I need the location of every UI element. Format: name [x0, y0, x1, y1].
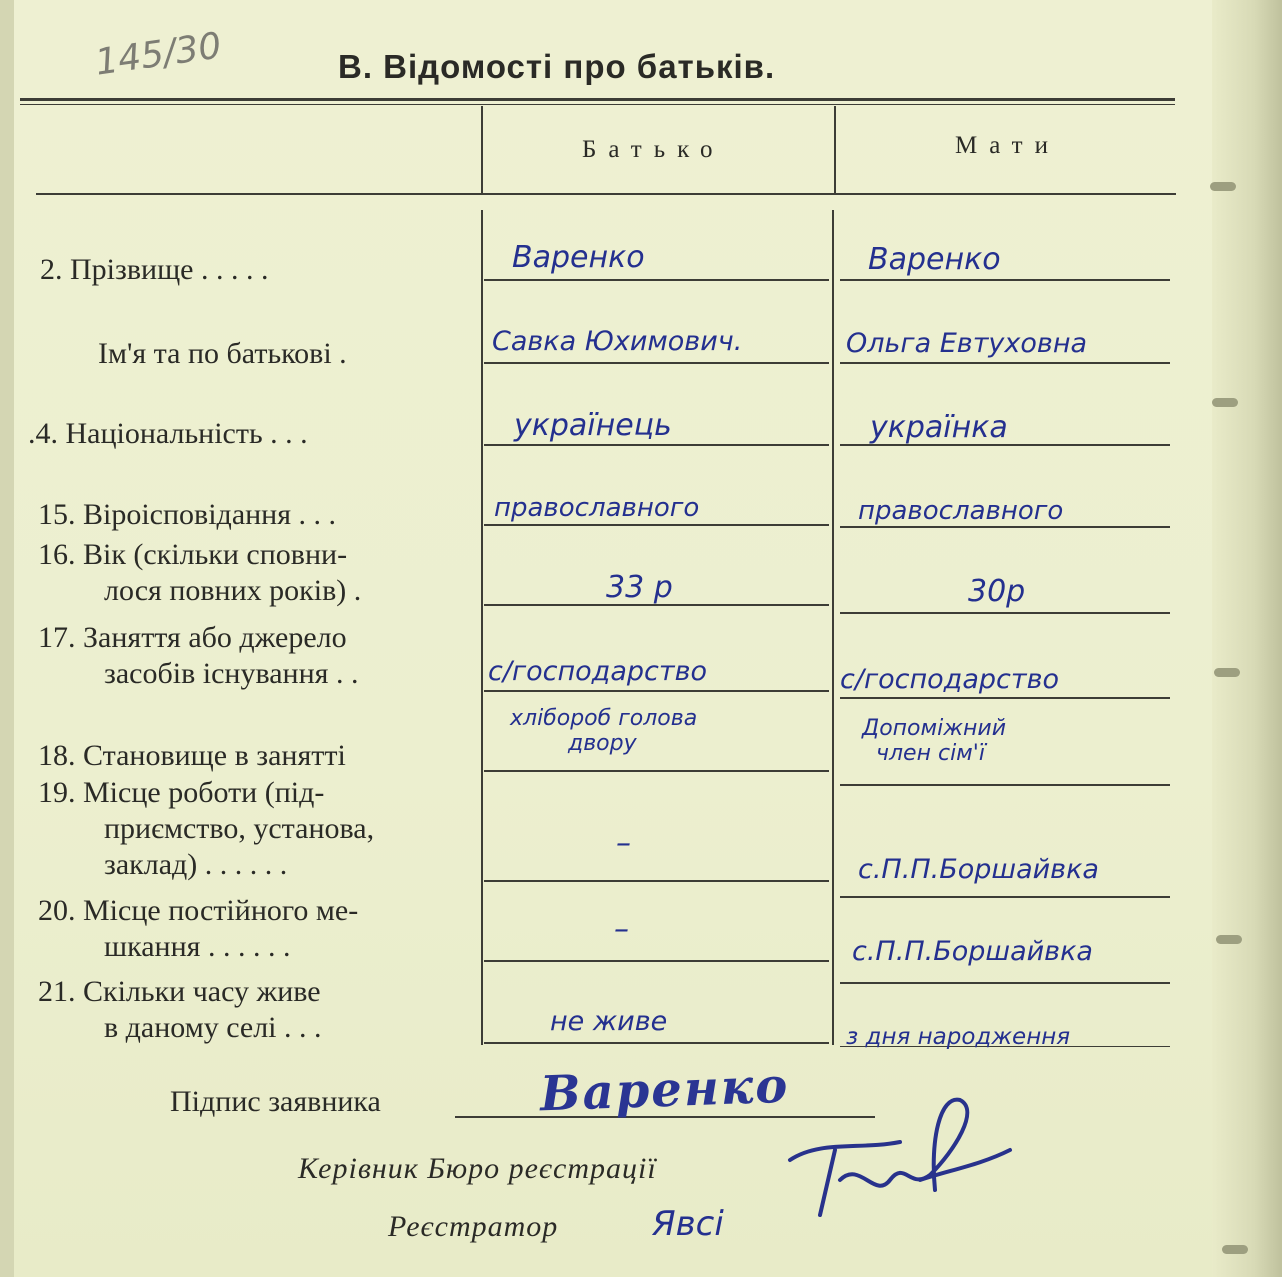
field-line: [840, 279, 1170, 281]
father-residence-duration: не живе: [550, 1006, 668, 1037]
label-line: 15. Віроісповідання . . .: [38, 498, 337, 531]
label-nationality: [28, 416, 308, 452]
field-line: [484, 524, 829, 526]
father-age: 33 р: [606, 570, 673, 605]
field-line: [840, 697, 1170, 699]
mother-residence-duration: з дня народження: [846, 1024, 1071, 1050]
label-line: 2. Прізвище . . . . .: [40, 253, 269, 286]
label-line: 16. Вік (скільки сповни-: [38, 538, 348, 571]
mother-position: [862, 716, 1006, 766]
father-position: [510, 706, 697, 756]
father-nationality: українець: [514, 408, 672, 443]
bureau-head-label: Керівник Бюро реєстрації: [298, 1152, 657, 1185]
label-line: шкання . . . . . .: [104, 930, 291, 963]
label-line: 19. Місце роботи (під-: [38, 776, 325, 809]
label-workplace: [38, 775, 374, 883]
label-line: приємство, установа,: [104, 812, 375, 845]
mother-position-line: член сім'ї: [876, 741, 985, 766]
mother-residence: с.П.П.Боршайвка: [852, 936, 1093, 967]
field-line: [484, 770, 829, 772]
father-name: Савка Юхимович.: [492, 326, 743, 357]
label-residence-duration: [38, 974, 322, 1046]
label-line: 17. Заняття або джерело: [38, 621, 347, 654]
father-occupation: с/господарство: [488, 656, 708, 687]
field-line: [840, 982, 1170, 984]
label-age: [38, 537, 361, 609]
mother-workplace: с.П.П.Боршайвка: [858, 854, 1099, 885]
column-header-father: Батько: [582, 136, 725, 163]
page-left-strip: [0, 0, 14, 1277]
field-line: [840, 612, 1170, 614]
label-occupation: [38, 620, 358, 692]
field-line: [484, 880, 829, 882]
father-residence: –: [614, 912, 629, 947]
father-religion: православного: [494, 493, 700, 523]
field-line: [484, 960, 829, 962]
punch-hole-mark: [1210, 182, 1236, 191]
column-divider: [481, 210, 483, 1045]
archive-number: 145/30: [92, 25, 224, 84]
mother-surname: Варенко: [868, 242, 1001, 277]
mother-age: 30р: [968, 574, 1026, 609]
field-line: [840, 526, 1170, 528]
label-line: засобів існування . .: [104, 657, 359, 690]
label-residence: [38, 893, 358, 965]
label-line: в даному селі . . .: [104, 1011, 322, 1044]
page-right-edge: [1212, 0, 1282, 1277]
registrar-signature: Явсі: [652, 1204, 724, 1244]
father-position-line: двору: [568, 731, 637, 756]
label-name-patronymic: [98, 336, 347, 372]
label-line: лося повних років) .: [104, 574, 362, 607]
punch-hole-mark: [1214, 668, 1240, 677]
registrar-label: Реєстратор: [388, 1210, 559, 1243]
label-line: Ім'я та по батькові .: [98, 337, 347, 370]
punch-hole-mark: [1212, 398, 1238, 407]
applicant-signature: Варенко: [539, 1057, 791, 1123]
header-rule: [36, 193, 1176, 195]
father-surname: Варенко: [512, 240, 645, 275]
column-header-mother: Мати: [955, 132, 1060, 159]
father-position-line: хлібороб голова: [510, 706, 698, 731]
field-line: [484, 279, 829, 281]
field-line: [840, 784, 1170, 786]
label-line: 18. Становище в занятті: [38, 739, 346, 772]
field-line: [840, 896, 1170, 898]
column-divider: [834, 106, 836, 195]
label-line: 20. Місце постійного ме-: [38, 894, 359, 927]
father-workplace: –: [616, 826, 631, 861]
mother-occupation: с/господарство: [840, 664, 1060, 695]
field-line: [840, 362, 1170, 364]
mother-name: Ольга Евтуховна: [846, 328, 1088, 359]
label-line: 21. Скільки часу живе: [38, 975, 321, 1008]
section-title: В. Відомості про батьків.: [338, 48, 776, 85]
field-line: [484, 362, 829, 364]
applicant-signature-label: Підпис заявника: [170, 1085, 381, 1118]
punch-hole-mark: [1222, 1245, 1248, 1254]
field-line: [484, 690, 829, 692]
label-position: [38, 738, 346, 774]
bureau-head-signature: [780, 1080, 1020, 1230]
column-divider: [832, 210, 834, 1045]
mother-nationality: українка: [870, 410, 1008, 445]
mother-position-line: Допоміжний: [862, 716, 1006, 741]
column-divider: [481, 106, 483, 195]
punch-hole-mark: [1216, 935, 1242, 944]
field-line: [484, 1042, 829, 1044]
label-religion: [38, 497, 336, 533]
mother-religion: православного: [858, 496, 1064, 526]
label-line: заклад) . . . . . .: [104, 848, 288, 881]
field-line: [484, 444, 829, 446]
label-line: .4. Національність . . .: [28, 417, 308, 450]
label-surname: [40, 252, 269, 288]
top-rule: [20, 98, 1175, 101]
top-rule-thin: [20, 104, 1175, 105]
